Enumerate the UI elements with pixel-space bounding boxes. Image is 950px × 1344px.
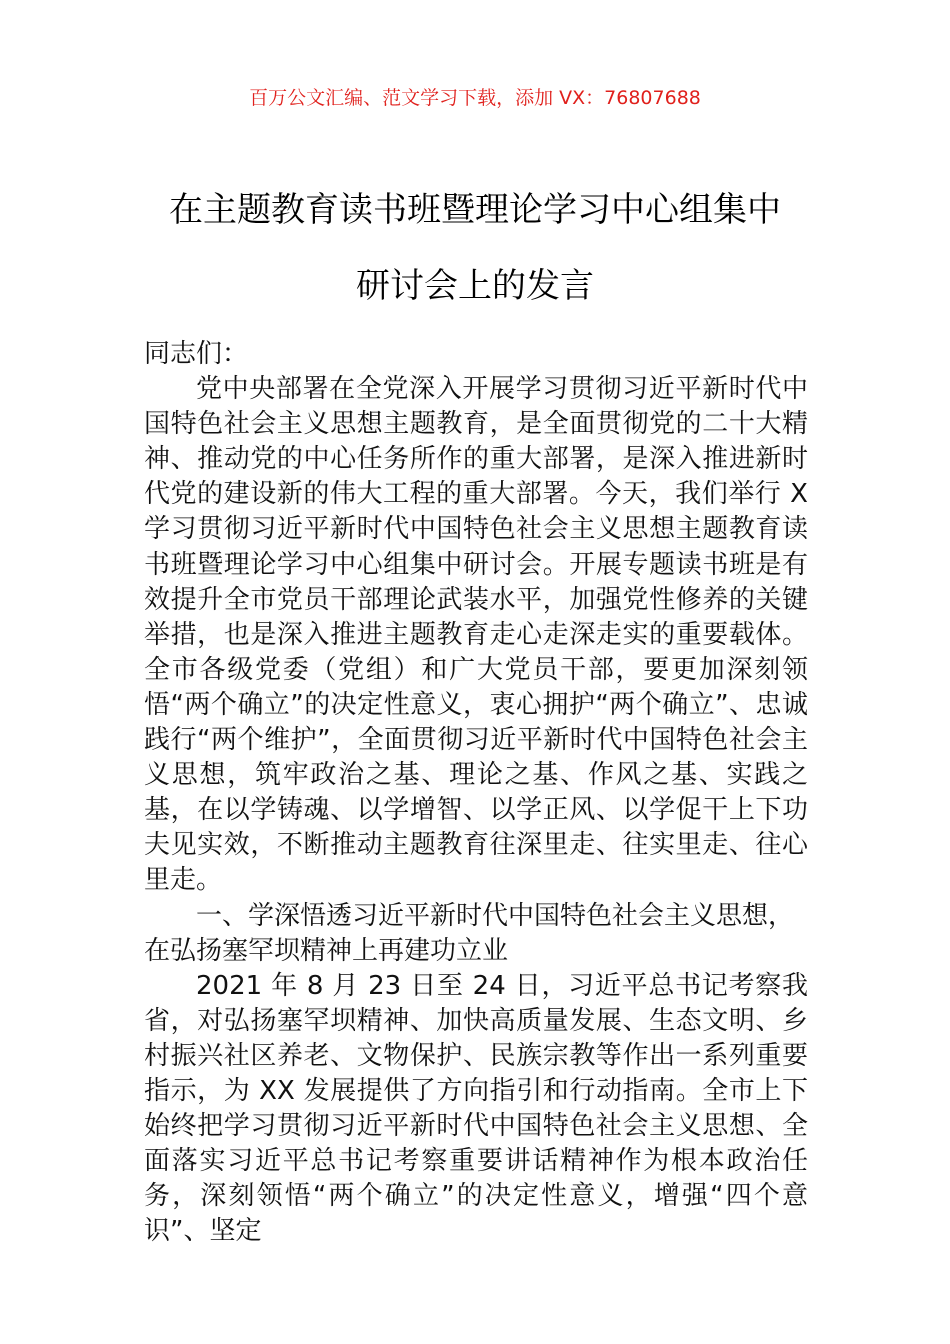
title-line-1: 在主题教育读书班暨理论学习中心组集中	[169, 190, 781, 230]
document-title	[120, 172, 830, 324]
section-1-paragraph: 2021 年 8 月 23 日至 24 日，习近平总书记考察我省，对弘扬塞罕坝精神、加快高质量发展、生态文明、乡村振兴社区养老、文物保护、民族宗教等作出一系列重要指示，为 XX 发展提供了方向指引和行动指南。全市上下始终把学习贯彻习近平新时代中国特色社会主义思想、全面落实习近平总书记考察重要讲话精神作为根本政治任务，深刻领悟“两个确立”的决定性意义，增强“四个意识”、坚定	[144, 970, 808, 1247]
intro-paragraph: 党中央部署在全党深入开展学习贯彻习近平新时代中国特色社会主义思想主题教育，是全面贯彻党的二十大精神、推动党的中心任务所作的重大部署，是深入推进新时代党的建设新的伟大工程的重大部署。今天，我们举行 X 学习贯彻习近平新时代中国特色社会主义思想主题教育读书班暨理论学习中心组集中研讨会。开展专题读书班是有效提升全市党员干部理论武装水平，加强党性修养的关键举措，也是深入推进主题教育走心走深走实的重要载体。全市各级党委（党组）和广大党员干部，要更加深刻领悟“两个确立”的决定性意义，衷心拥护“两个确立”、忠诚践行“两个维护”，全面贯彻习近平新时代中国特色社会主义思想，筑牢政治之基、理论之基、作风之基、实践之基，在以学铸魂、以学增智、以学正风、以学促干上下功夫见实效，不断推动主题教育往深里走、往实里走、往心里走。	[144, 374, 808, 896]
salutation: 同志们：	[144, 339, 249, 369]
document-body	[144, 337, 808, 1249]
section-heading-1: 一、学深悟透习近平新时代中国特色社会主义思想，在弘扬塞罕坝精神上再建功立业	[144, 900, 795, 966]
title-line-2: 研讨会上的发言	[356, 266, 594, 306]
header-watermark-note: 百万公文汇编、范文学习下载，添加 VX：76807688	[249, 87, 701, 109]
